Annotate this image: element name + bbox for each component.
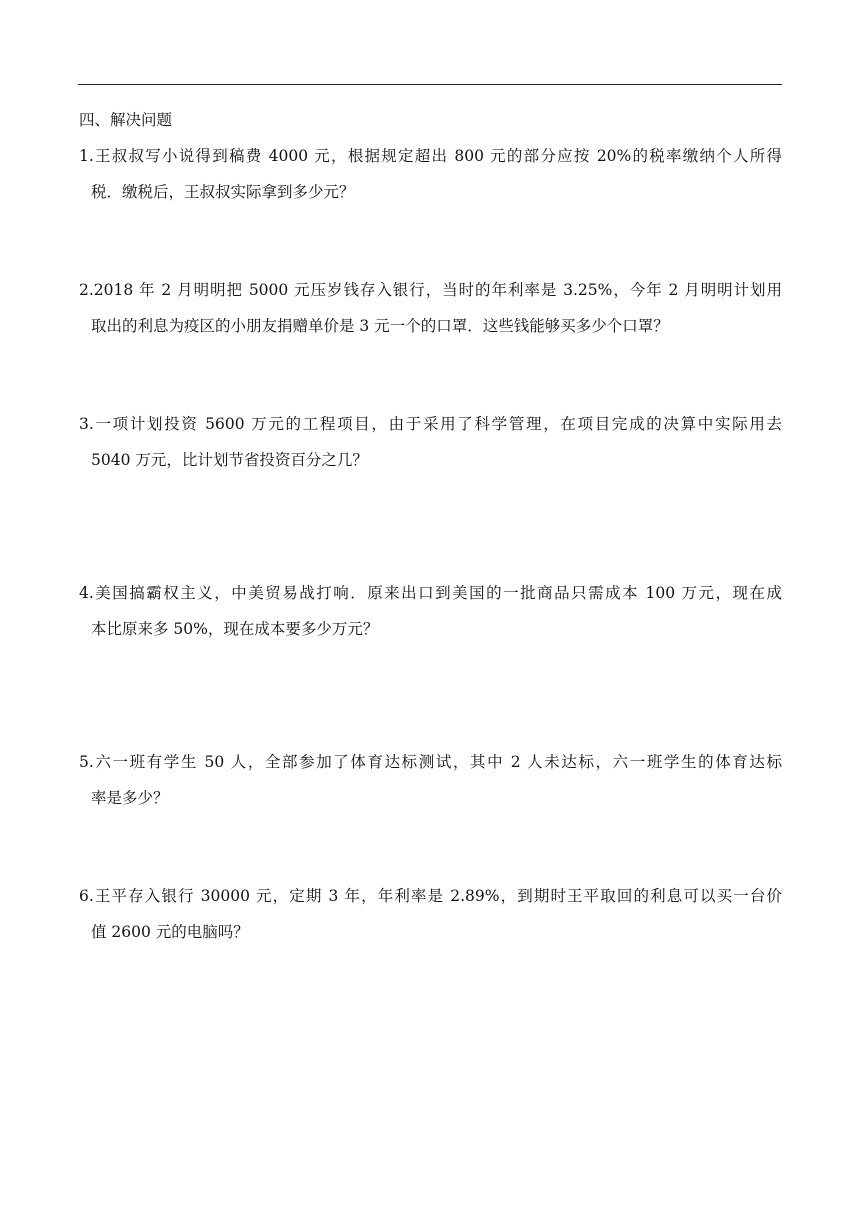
header-divider [78, 84, 782, 85]
section-title: 四、解决问题 [79, 111, 173, 129]
problem-5-line-1: 5.六一班有学生 50 人，全部参加了体育达标测试，其中 2 人未达标，六一班学生的体育达标 [79, 753, 782, 771]
problem-4-line-1: 4.美国搞霸权主义，中美贸易战打响．原来出口到美国的一批商品只需成本 100 万元，现在成 [79, 584, 782, 602]
problem-1-line-2: 税．缴税后，王叔叔实际拿到多少元？ [91, 183, 355, 201]
problem-3-line-1: 3.一项计划投资 5600 万元的工程项目，由于采用了科学管理，在项目完成的决算中实际用去 [79, 415, 782, 433]
problem-6-line-2: 值 2600 元的电脑吗？ [91, 923, 249, 941]
problem-5 [79, 750, 782, 810]
problem-6-line-1: 6.王平存入银行 30000 元，定期 3 年，年利率是 2.89%，到期时王平取回的利息可以买一台价 [79, 887, 782, 905]
problem-2-line-2: 取出的利息为疫区的小朋友捐赠单价是 3 元一个的口罩．这些钱能够买多少个口罩？ [91, 317, 669, 335]
problem-4-line-2: 本比原来多 50%，现在成本要多少万元？ [91, 620, 379, 638]
problem-4 [79, 581, 782, 641]
problem-3-line-2: 5040 万元，比计划节省投资百分之几？ [91, 451, 368, 469]
problem-2 [79, 278, 782, 338]
problem-2-line-1: 2.2018 年 2 月明明把 5000 元压岁钱存入银行，当时的年利率是 3.25%，今年 2 月明明计划用 [79, 281, 782, 299]
problem-5-line-2: 率是多少？ [91, 789, 169, 807]
problem-1 [79, 144, 782, 204]
problem-3 [79, 412, 782, 472]
problem-6 [79, 884, 782, 944]
problem-1-line-1: 1.王叔叔写小说得到稿费 4000 元，根据规定超出 800 元的部分应按 20%的税率缴纳个人所得 [79, 147, 782, 165]
